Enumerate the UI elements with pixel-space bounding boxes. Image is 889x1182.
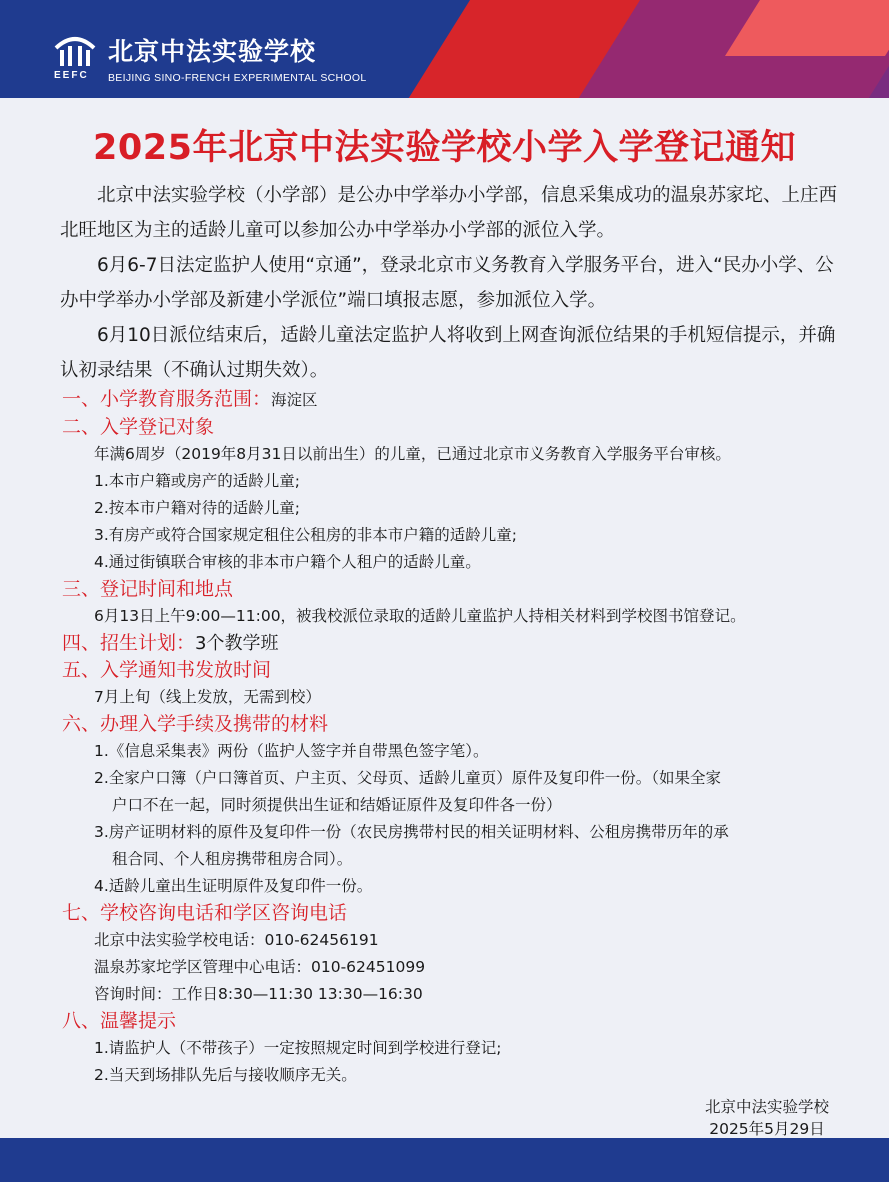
section-title: 三、登记时间和地点 <box>62 578 234 600</box>
list-item: 3.有房产或符合国家规定租住公租房的非本市户籍的适龄儿童; <box>94 526 518 544</box>
list-item: 2.当天到场排队先后与接收顺序无关。 <box>94 1066 357 1084</box>
school-name-cn: 北京中法实验学校 <box>108 37 317 66</box>
signature-block <box>705 1096 829 1140</box>
list-item: 年满6周岁（2019年8月31日以前出生）的儿童，已通过北京市义务教育入学服务平台审核。 <box>94 445 731 463</box>
list-item-continuation: 租合同、个人租房携带租房合同）。 <box>112 850 353 868</box>
list-item <box>62 819 842 873</box>
contact-line: 北京中法实验学校电话：010-62456191 <box>94 931 379 949</box>
header-banner <box>0 0 889 98</box>
list-item: 4.适龄儿童出生证明原件及复印件一份。 <box>94 877 373 895</box>
list-item: 6月13日上午9:00—11:00，被我校派位录取的适龄儿童监护人持相关材料到学校图书馆登记。 <box>94 607 746 625</box>
list-item <box>62 765 842 819</box>
section-title: 七、学校咨询电话和学区咨询电话 <box>62 902 348 924</box>
section-title: 八、温馨提示 <box>62 1010 177 1032</box>
list-item: 1.《信息采集表》两份（监护人签字并自带黑色签字笔）。 <box>94 742 489 760</box>
contact-line: 咨询时间：工作日8:30—11:30 13:30—16:30 <box>94 985 423 1003</box>
signature-org: 北京中法实验学校 <box>704 1098 829 1116</box>
list-item: 4.通过街镇联合审核的非本市户籍个人租户的适龄儿童。 <box>94 553 481 571</box>
list-item: 1.请监护人（不带孩子）一定按照规定时间到学校进行登记; <box>94 1039 502 1057</box>
list-item-line: 3.房产证明材料的原件及复印件一份（农民房携带村民的相关证明材料、公租房携带历年的承 <box>94 823 729 841</box>
intro-paragraphs <box>60 178 850 388</box>
school-name-en: BEIJING SINO-FRENCH EXPERIMENTAL SCHOOL <box>108 72 367 84</box>
list-item-line: 2.全家户口簿（户口簿首页、户主页、父母页、适龄儿童页）原件及复印件一份。（如果全家 <box>94 769 722 787</box>
intro-paragraph: 6月10日派位结束后，适龄儿童法定监护人将收到上网查询派位结果的手机短信提示，并确认初录结果（不确认过期失效）。 <box>60 325 836 381</box>
section-title: 六、办理入学手续及携带的材料 <box>62 713 329 735</box>
footer-bar <box>0 1138 889 1182</box>
section-title: 五、入学通知书发放时间 <box>62 659 272 681</box>
logo-abbreviation: EEFC <box>54 70 89 81</box>
contact-line: 温泉苏家坨学区管理中心电话：010-62451099 <box>94 958 426 976</box>
notice-sections <box>62 386 842 1089</box>
section-title: 四、招生计划： <box>62 632 196 654</box>
section-title: 一、小学教育服务范围： <box>62 388 272 410</box>
notice-title: 2025年北京中法实验学校小学入学登记通知 <box>93 128 796 168</box>
signature-date: 2025年5月29日 <box>709 1120 825 1138</box>
section-value: 3个教学班 <box>195 633 279 654</box>
list-item: 1.本市户籍或房产的适龄儿童; <box>94 472 301 490</box>
list-item: 7月上旬（线上发放，无需到校） <box>94 688 321 706</box>
section-value: 海淀区 <box>271 391 318 409</box>
intro-paragraph: 6月6-7日法定监护人使用“京通”，登录北京市义务教育入学服务平台，进入“民办小学、公办中学举办小学部及新建小学派位”端口填报志愿，参加派位入学。 <box>60 255 834 311</box>
list-item-continuation: 户口不在一起，同时须提供出生证和结婚证原件及复印件各一份） <box>112 796 562 814</box>
section-service-area <box>62 386 842 414</box>
intro-paragraph: 北京中法实验学校（小学部）是公办中学举办小学部，信息采集成功的温泉苏家坨、上庄西北旺地区为主的适龄儿童可以参加公办中学举办小学部的派位入学。 <box>60 185 838 241</box>
section-title: 二、入学登记对象 <box>62 416 215 438</box>
section-enrollment-plan <box>62 630 842 657</box>
list-item: 2.按本市户籍对待的适龄儿童; <box>94 499 301 517</box>
